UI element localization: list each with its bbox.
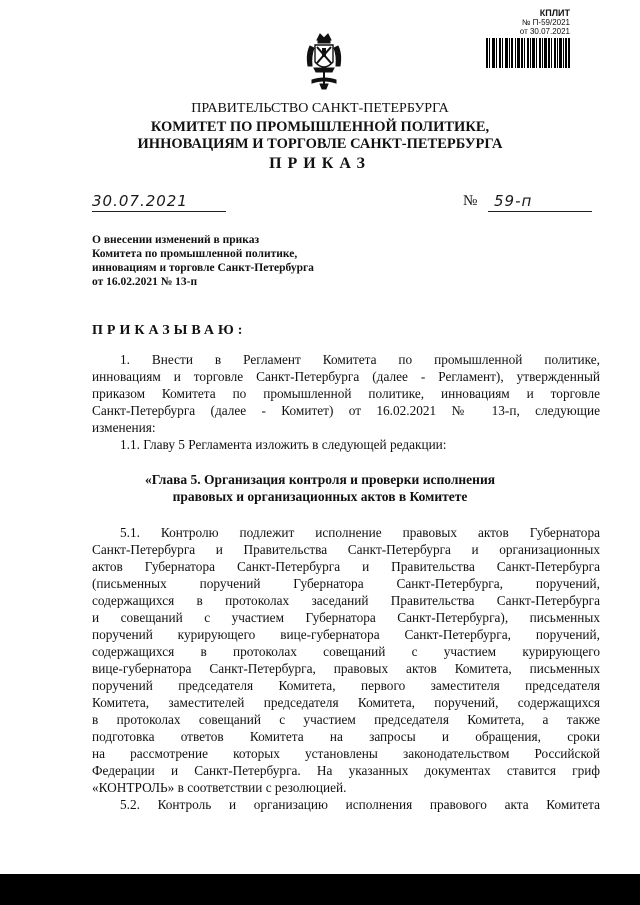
paragraph-line: (письменных поручений Губернатора Санкт-Петербурга, поручений, (92, 576, 600, 591)
paragraph-line: 5.1. Контролю подлежит исполнение правовых актов Губернатора (120, 525, 600, 540)
government-title: ПРАВИТЕЛЬСТВО САНКТ-ПЕТЕРБУРГА (191, 101, 449, 116)
paragraph-line: инновациям и торговле Санкт-Петербурга (далее - Регламент), утвержденный (92, 369, 600, 384)
order-date-field (92, 193, 226, 212)
committee-title-line2: ИННОВАЦИЯМ И ТОРГОВЛЕ САНКТ-ПЕТЕРБУРГА (137, 136, 503, 152)
paragraph-line: содержащихся в протоколах совещаний с участием курирующего (92, 644, 600, 659)
subject-line: инновациям и торговле Санкт-Петербурга (92, 262, 314, 274)
chapter-heading-line1: «Глава 5. Организация контроля и проверки исполнения (144, 472, 496, 487)
stamp-date: от 30.07.2021 (519, 27, 570, 36)
order-number: 59-п (494, 192, 533, 210)
subject-line: Комитета по промышленной политике, (92, 248, 298, 260)
chapter-heading-line2: правовых и организационных актов в Комитете (172, 489, 468, 504)
paragraph-line: в протоколах совещаний с участием председателя Комитета, а также (92, 712, 600, 727)
document-type: ПРИКАЗ (269, 155, 371, 172)
committee-title-line1: КОМИТЕТ ПО ПРОМЫШЛЕННОЙ ПОЛИТИКЕ, (150, 119, 490, 135)
stamp-number: № П-59/2021 (521, 18, 570, 27)
subject-line: от 16.02.2021 № 13-п (92, 276, 198, 288)
paragraph-line: Федерации и Санкт-Петербурга. На указанных документах ставится гриф (92, 763, 600, 778)
paragraph-line: на рассмотрение которых установлены законодательством Российской (92, 746, 600, 761)
stamp-title: КПЛИТ (539, 8, 570, 18)
order-number-label: № (463, 193, 478, 209)
barcode-icon (486, 38, 570, 68)
subject-line: О внесении изменений в приказ (92, 234, 260, 246)
paragraph-line: «КОНТРОЛЬ» в соответствии с резолюцией. (92, 780, 347, 795)
order-number-field (488, 193, 592, 212)
registration-stamp (478, 8, 570, 73)
order-date: 30.07.2021 (92, 192, 188, 210)
paragraph-line: Санкт-Петербурга (далее - Комитет) от 16.02.2021 № 13-п, следующие (92, 403, 600, 418)
paragraph-line: подготовка ответов Комитета на запросы и обращения, сроки (92, 729, 600, 744)
paragraph-line: вице-губернатора Санкт-Петербурга, правовых актов Комитета, письменных (92, 661, 600, 676)
paragraph-line: поручений курирующего вице-губернатора Санкт-Петербурга, поручений, (92, 627, 600, 642)
paragraph-line: поручений председателя Комитета, первого заместителя председателя (92, 678, 600, 693)
coat-of-arms-icon (302, 32, 346, 90)
paragraph-line: 1.1. Главу 5 Регламента изложить в следующей редакции: (120, 437, 447, 452)
paragraph-line: 5.2. Контроль и организацию исполнения правового акта Комитета (120, 797, 600, 812)
paragraph-line: 1. Внести в Регламент Комитета по промышленной политике, (120, 352, 600, 367)
paragraph-line: приказом Комитета по промышленной политике, инновациям и торговле (92, 386, 600, 401)
paragraph-line: и совещаний с участием Губернатора Санкт-Петербурга), письменных (92, 610, 600, 625)
order-subject (92, 233, 372, 289)
scan-edge (0, 874, 640, 905)
order-directive: ПРИКАЗЫВАЮ: (92, 323, 247, 338)
paragraph-line: актов Губернатора Санкт-Петербурга и Правительства Санкт-Петербурга (92, 559, 600, 574)
paragraph-line: содержащихся в протоколах заседаний Правительства Санкт-Петербурга (92, 593, 600, 608)
paragraph-line: изменения: (92, 420, 156, 435)
paragraph-line: Комитета, заместителей председателя Комитета, поручений, содержащихся (92, 695, 600, 710)
paragraph-line: Санкт-Петербурга и Правительства Санкт-Петербурга и организационных (92, 542, 600, 557)
